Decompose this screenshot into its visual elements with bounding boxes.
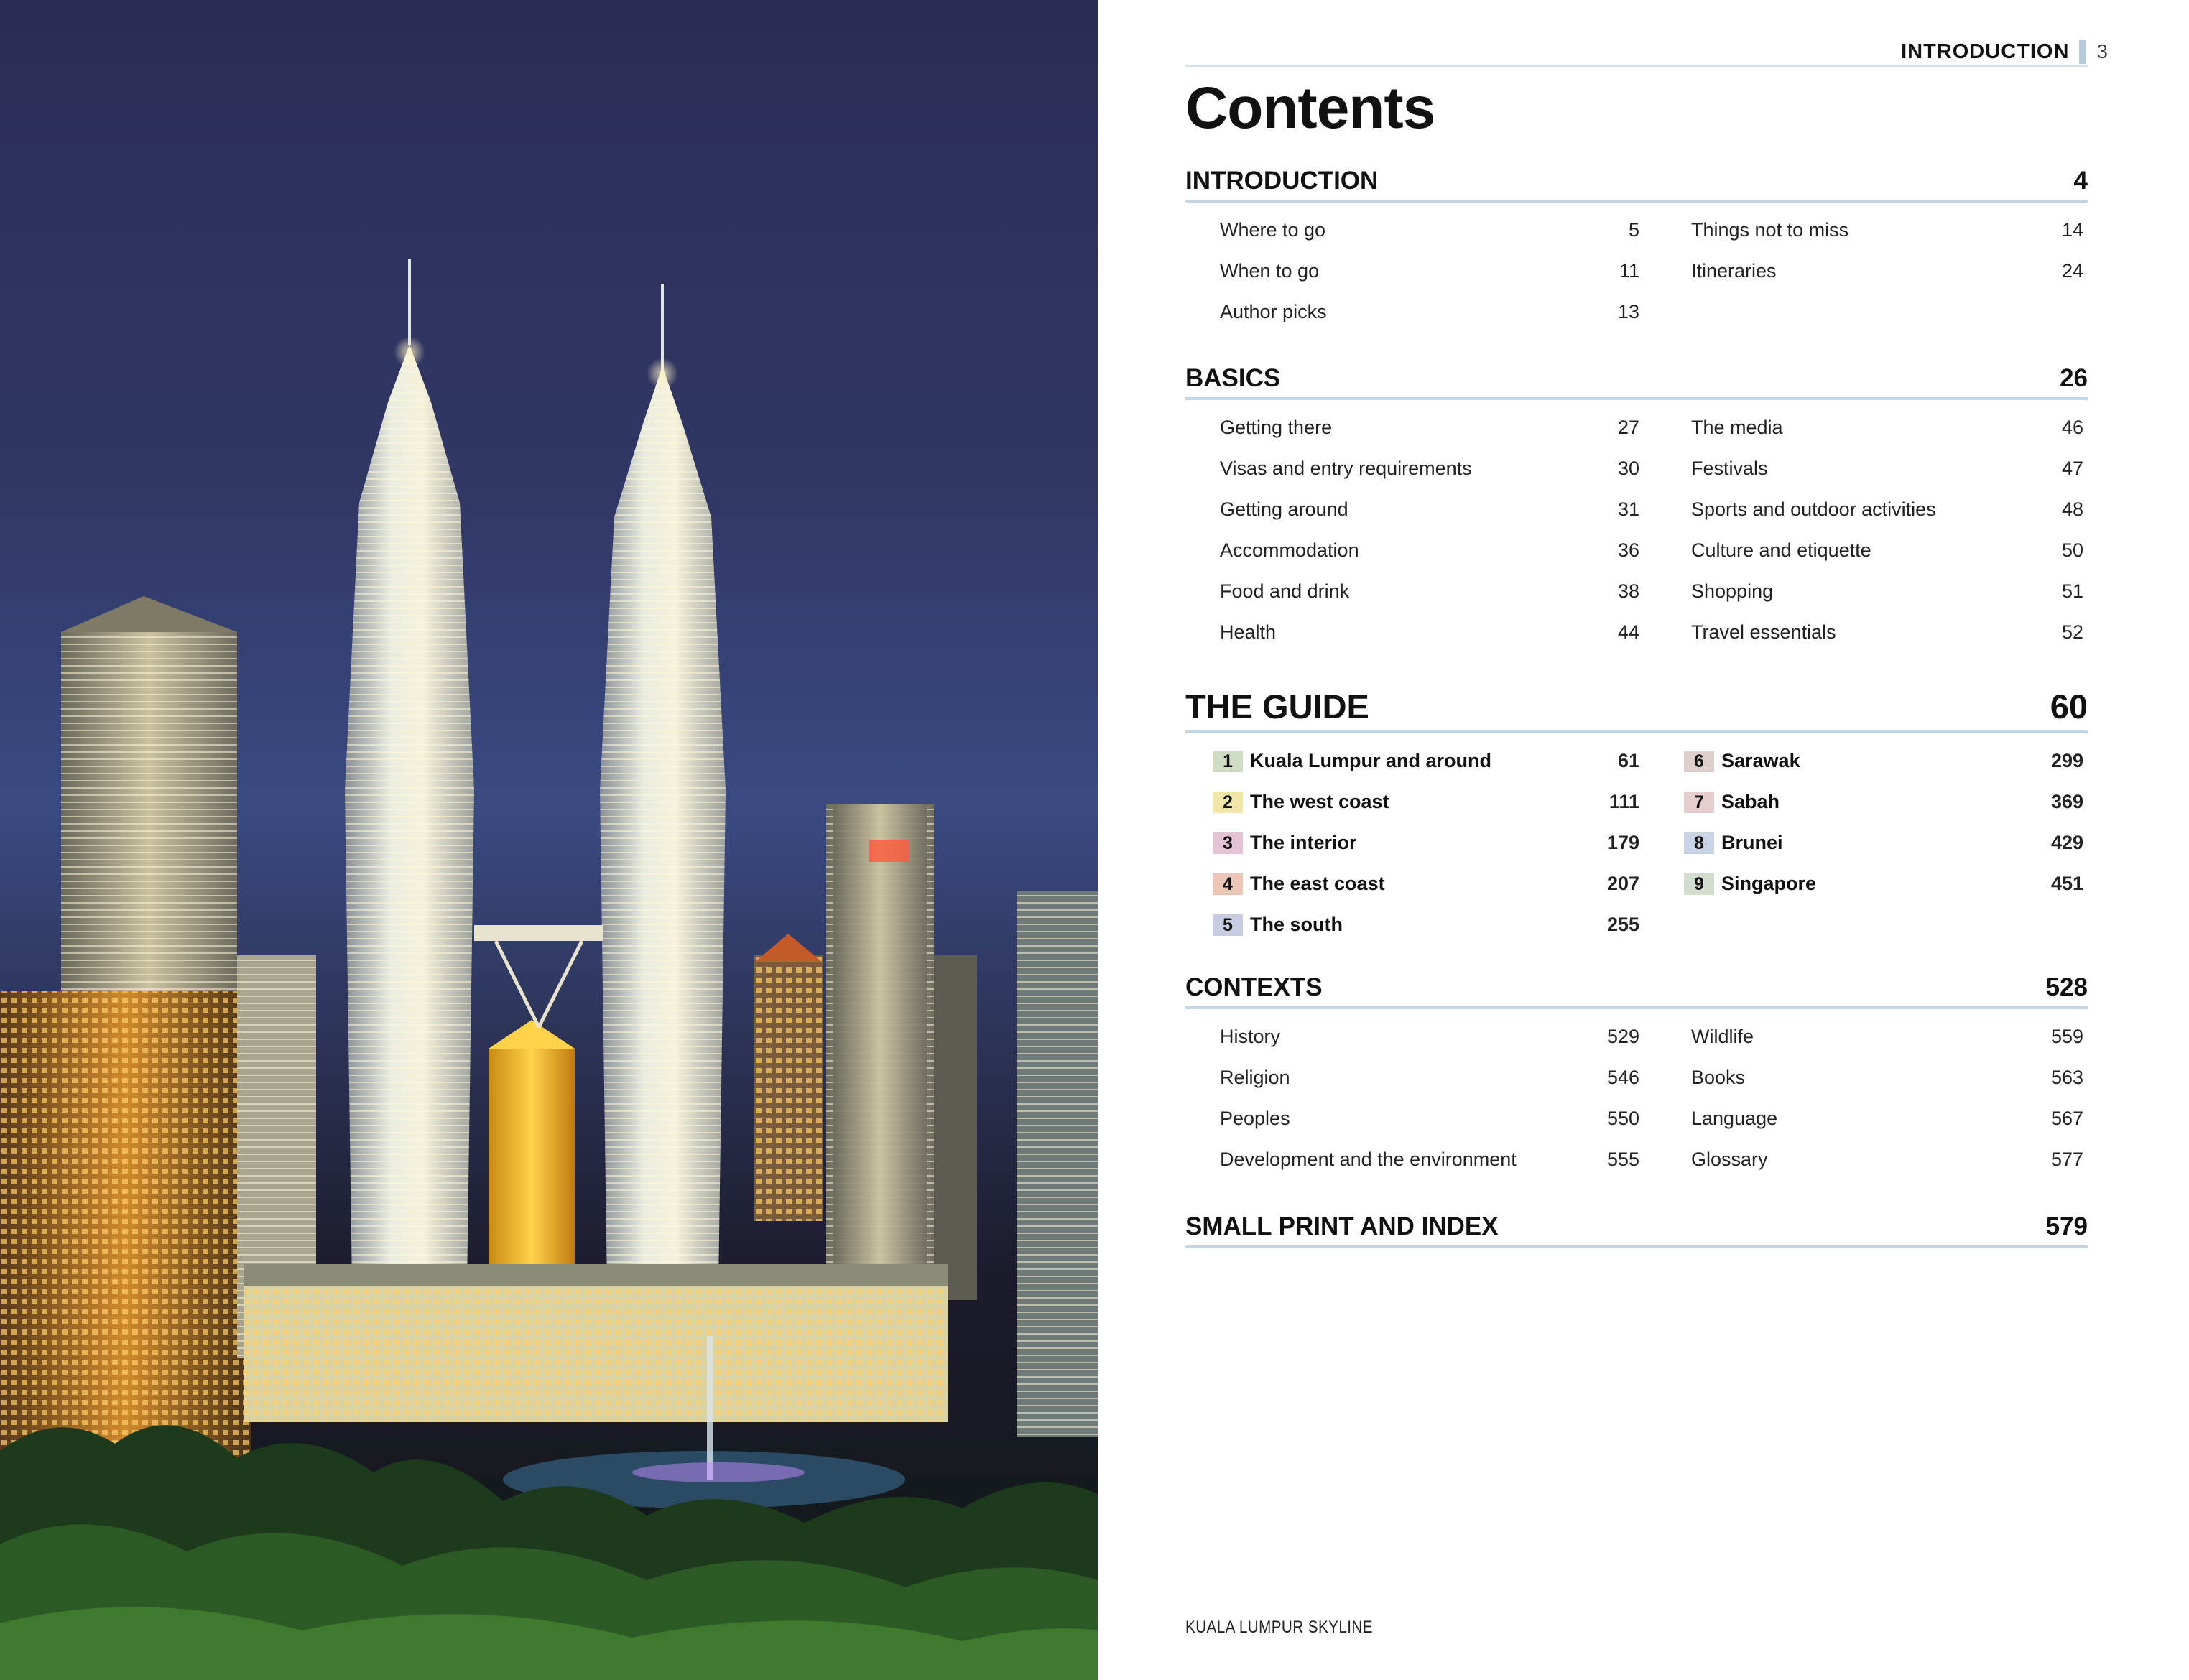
toc-entry[interactable] [1220, 489, 1639, 530]
entry-label: The east coast [1250, 873, 1385, 894]
chapter-entry[interactable] [1684, 741, 2083, 781]
toc-entry[interactable] [1220, 1139, 1639, 1180]
entry-page: 47 [2061, 458, 2083, 479]
entry-page: 51 [2061, 580, 2083, 602]
toc-entry[interactable] [1220, 530, 1639, 571]
toc-entry[interactable] [1220, 407, 1639, 448]
entry-page: 451 [2050, 873, 2083, 894]
section-basics [1185, 364, 2088, 653]
entry-label: Development and the environment [1220, 1148, 1517, 1170]
entry-label: Language [1691, 1108, 1778, 1129]
entry-page: 50 [2061, 539, 2083, 561]
section-name: CONTEXTS [1185, 973, 1323, 1001]
entry-label: Sabah [1721, 791, 1780, 812]
section-page: 60 [2050, 687, 2088, 725]
section-name: BASICS [1185, 364, 1281, 392]
entry-page: 36 [1617, 539, 1639, 561]
chapter-number-badge: 5 [1213, 914, 1243, 936]
entry-page: 30 [1617, 458, 1639, 479]
entry-label: Culture and etiquette [1691, 539, 1871, 561]
entry-page: 38 [1617, 580, 1639, 602]
entry-page: 429 [2050, 832, 2083, 853]
section-name: INTRODUCTION [1185, 167, 1379, 195]
chapter-entry[interactable] [1213, 863, 1639, 904]
entry-page: 5 [1628, 219, 1639, 241]
toc-entry[interactable] [1691, 612, 2083, 653]
page-title: Contents [1185, 75, 1435, 141]
toc-entry[interactable] [1220, 612, 1639, 653]
toc-entry[interactable] [1691, 571, 2083, 612]
toc-entry[interactable] [1691, 1016, 2083, 1057]
section-the-guide [1185, 687, 2088, 945]
chapter-entry[interactable] [1213, 822, 1639, 863]
toc-entry[interactable] [1691, 530, 2083, 571]
entry-label: Things not to miss [1691, 219, 1849, 241]
section-header[interactable] [1185, 167, 2088, 203]
chapter-entry[interactable] [1684, 781, 2083, 822]
entry-label: Glossary [1691, 1148, 1768, 1170]
section-page: 4 [2073, 167, 2088, 195]
chapter-entry[interactable] [1213, 741, 1639, 781]
chapter-number-badge: 2 [1213, 792, 1243, 813]
chapter-entry[interactable] [1684, 863, 2083, 904]
entry-page: 111 [1609, 791, 1639, 812]
entry-label: Books [1691, 1067, 1746, 1088]
entry-page: 61 [1617, 750, 1639, 771]
entry-page: 14 [2061, 219, 2083, 241]
entry-page: 24 [2061, 260, 2083, 282]
entry-page: 563 [2050, 1067, 2083, 1088]
entry-label: Sports and outdoor activities [1691, 498, 1936, 520]
entry-label: The south [1250, 914, 1343, 935]
entry-label: Visas and entry requirements [1220, 458, 1472, 479]
toc-entry[interactable] [1220, 1098, 1639, 1139]
section-header[interactable] [1185, 1212, 2088, 1248]
entry-label: Sarawak [1721, 750, 1800, 771]
section-name: SMALL PRINT AND INDEX [1185, 1212, 1499, 1240]
entry-page: 48 [2061, 498, 2083, 520]
entry-label: Religion [1220, 1067, 1290, 1088]
running-head-page-number: 3 [2096, 40, 2108, 62]
toc-entry[interactable] [1691, 448, 2083, 489]
entry-page: 559 [2050, 1026, 2083, 1047]
chapter-number-badge: 7 [1684, 792, 1714, 813]
toc-entry[interactable] [1691, 251, 2083, 292]
section-introduction [1185, 167, 2088, 333]
entry-label: The west coast [1250, 791, 1389, 812]
chapter-number-badge: 9 [1684, 873, 1714, 895]
toc-entry[interactable] [1691, 1139, 2083, 1180]
section-name: THE GUIDE [1185, 687, 1369, 725]
entry-label: Author picks [1220, 301, 1327, 322]
entry-label: Accommodation [1220, 539, 1359, 561]
entry-label: Getting around [1220, 498, 1348, 520]
entry-page: 11 [1619, 260, 1639, 282]
toc-entry[interactable] [1220, 448, 1639, 489]
chapter-entry[interactable] [1684, 822, 2083, 863]
entry-page: 31 [1617, 498, 1639, 520]
toc-entry[interactable] [1220, 251, 1639, 292]
entry-page: 369 [2050, 791, 2083, 812]
toc-entry[interactable] [1220, 1057, 1639, 1098]
section-contexts [1185, 973, 2088, 1180]
entry-page: 567 [2050, 1108, 2083, 1129]
entry-label: Travel essentials [1691, 621, 1836, 643]
section-header[interactable] [1185, 687, 2088, 733]
contents-page [1185, 0, 2108, 1680]
toc-entry[interactable] [1220, 210, 1639, 251]
toc-entry[interactable] [1691, 1057, 2083, 1098]
running-head-section: INTRODUCTION [1901, 40, 2070, 63]
entry-label: Kuala Lumpur and around [1250, 750, 1492, 771]
entry-label: Food and drink [1220, 580, 1350, 602]
entry-label: History [1220, 1026, 1281, 1047]
chapter-entry[interactable] [1213, 781, 1639, 822]
entry-page: 550 [1606, 1108, 1639, 1129]
entry-label: Getting there [1220, 417, 1333, 438]
entry-label: When to go [1220, 260, 1320, 282]
entry-label: Festivals [1691, 458, 1768, 479]
entry-label: Peoples [1220, 1108, 1290, 1129]
header-rule [1185, 65, 2088, 67]
running-head-marker [2079, 40, 2086, 64]
section-page: 26 [2060, 364, 2088, 392]
entry-page: 27 [1617, 417, 1639, 438]
toc-entry[interactable] [1691, 1098, 2083, 1139]
chapter-number-badge: 1 [1213, 751, 1243, 772]
toc-entry[interactable] [1691, 489, 2083, 530]
entry-page: 179 [1606, 832, 1639, 853]
chapter-number-badge: 4 [1213, 873, 1243, 895]
entry-label: Itineraries [1691, 260, 1777, 282]
photo-caption: KUALA LUMPUR SKYLINE [1185, 1618, 1373, 1637]
section-header[interactable] [1185, 364, 2088, 400]
entry-page: 299 [2050, 750, 2083, 771]
entry-label: Wildlife [1691, 1026, 1754, 1047]
entry-page: 13 [1617, 301, 1639, 322]
chapter-entry[interactable] [1213, 904, 1639, 945]
entry-page: 207 [1606, 873, 1639, 894]
toc-entry[interactable] [1691, 407, 2083, 448]
section-page: 579 [2045, 1212, 2088, 1240]
toc-entry[interactable] [1220, 1016, 1639, 1057]
chapter-number-badge: 6 [1684, 751, 1714, 772]
entry-label: Brunei [1721, 832, 1783, 853]
section-header[interactable] [1185, 973, 2088, 1009]
entry-page: 46 [2061, 417, 2083, 438]
chapter-number-badge: 3 [1213, 832, 1243, 854]
entry-page: 546 [1606, 1067, 1639, 1088]
entry-label: Health [1220, 621, 1277, 643]
entry-label: Where to go [1220, 219, 1326, 241]
entry-page: 529 [1606, 1026, 1639, 1047]
entry-page: 577 [2050, 1148, 2083, 1170]
running-head [1901, 37, 2108, 66]
entry-page: 52 [2061, 621, 2083, 643]
toc-entry[interactable] [1220, 292, 1639, 333]
entry-page: 44 [1617, 621, 1639, 643]
entry-label: The interior [1250, 832, 1357, 853]
section-page: 528 [2045, 973, 2088, 1001]
toc-entry[interactable] [1220, 571, 1639, 612]
chapter-number-badge: 8 [1684, 832, 1714, 854]
entry-page: 555 [1606, 1148, 1639, 1170]
entry-label: Shopping [1691, 580, 1774, 602]
section-small-print [1185, 1212, 2088, 1248]
toc-entry[interactable] [1691, 210, 2083, 251]
entry-page: 255 [1606, 914, 1639, 935]
entry-label: The media [1691, 417, 1783, 438]
entry-label: Singapore [1721, 873, 1817, 894]
